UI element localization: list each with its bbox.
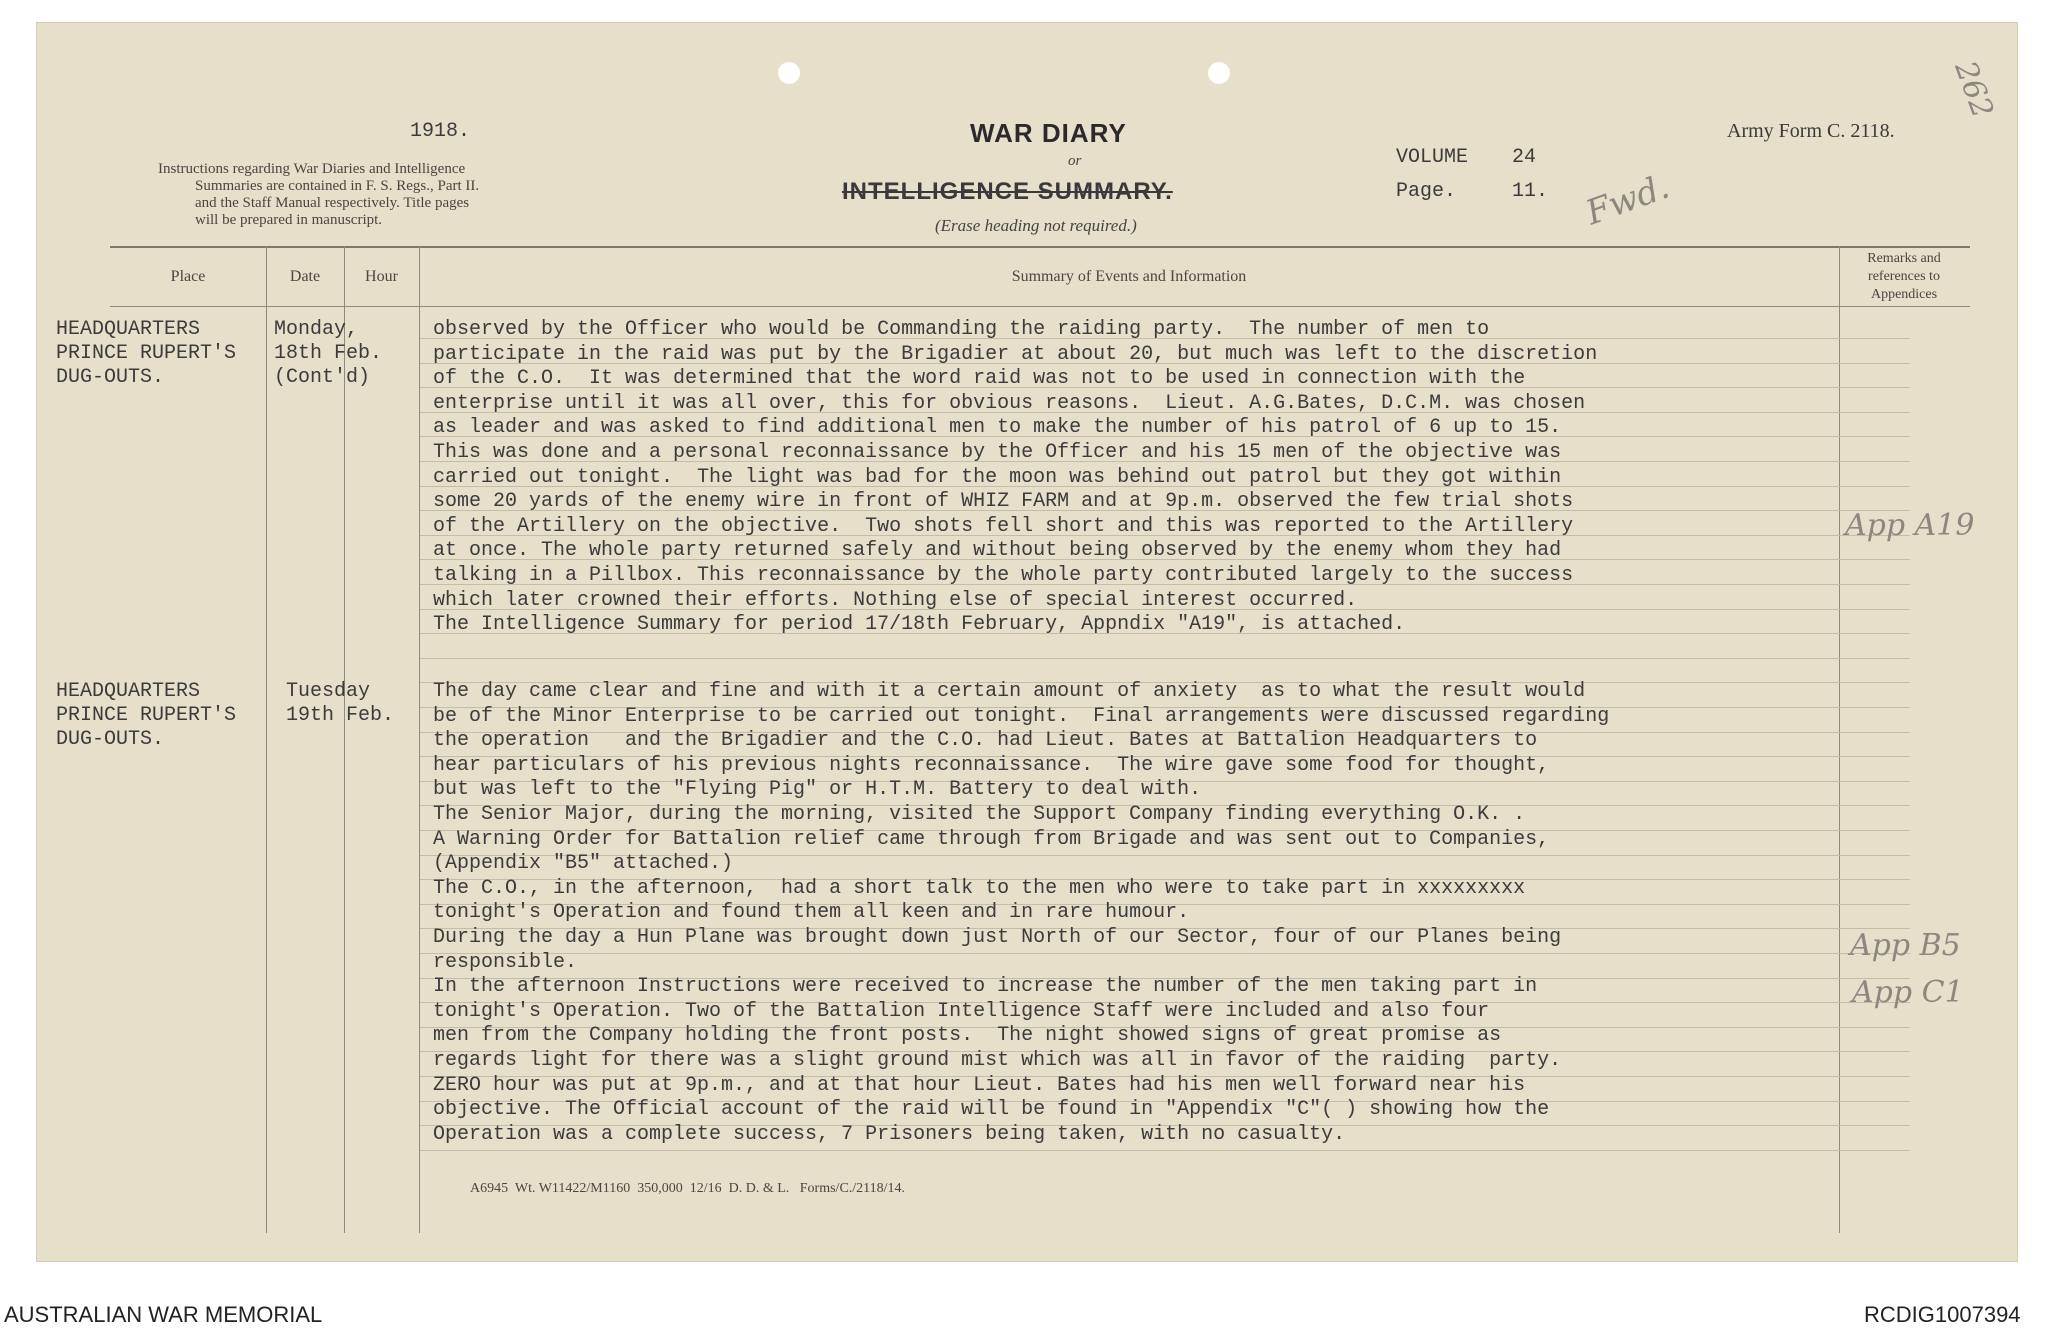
entry-line: the operation and the Brigadier and the C.O. had Lieut. Bates at Battalion Headquarters to <box>433 729 1538 753</box>
ruled-line <box>420 953 1910 954</box>
entry-line: During the day a Hun Plane was brought down just North of our Sector, four of our Planes being <box>433 926 1562 949</box>
entry-line: men from the Company holding the front posts. The night showed signs of great promise as <box>433 1024 1502 1048</box>
column-header-divider <box>110 306 1970 307</box>
volume-label: VOLUME <box>1396 146 1469 169</box>
column-divider <box>344 246 345 1233</box>
title-or: or <box>1068 153 1082 169</box>
entry-line: ZERO hour was put at 9p.m., and at that hour Lieut. Bates had his men well forward near his <box>433 1073 1526 1097</box>
entry-line: hear particulars of his previous nights reconnaissance. The wire gave some food for thought, <box>433 753 1550 777</box>
entry-line: This was done and a personal reconnaissance by the Officer and his 15 men of the objective was <box>433 441 1562 464</box>
remark-note: App A19 <box>1845 508 1975 543</box>
column-divider <box>419 246 420 1233</box>
column-header-hour: Hour <box>365 268 398 285</box>
instructions-line: will be prepared in manuscript. <box>195 212 383 228</box>
entry-line: participate in the raid was put by the Brigadier at about 20, but much was left to the discretion <box>433 342 1598 366</box>
entry-line: In the afternoon Instructions were received to increase the number of the men taking part in <box>433 975 1538 999</box>
entry-line: responsible. <box>433 950 578 974</box>
column-header-summary: Summary of Events and Information <box>1011 268 1247 285</box>
army-form: Army Form C. 2118. <box>1727 120 1895 142</box>
page-title: WAR DIARY <box>970 118 1127 148</box>
entry-line: at once. The whole party returned safely and without being observed by the enemy whom they had <box>433 539 1562 563</box>
entry-line: tonight's Operation and found them all keen and in rare humour. <box>433 901 1190 925</box>
entry-line: enterprise until it was all over, this for obvious reasons. Lieut. A.G.Bates, D.C.M. was chosen <box>433 391 1586 415</box>
entry-line: as leader and was asked to find additional men to make the number of his patrol of 6 up to 15. <box>433 416 1562 440</box>
entry-date: Monday, 18th Feb. (Cont'd) <box>274 318 383 389</box>
footer-right: RCDIG1007394 <box>1864 1302 2021 1327</box>
column-header-date: Date <box>289 268 321 285</box>
entry-line: objective. The Official account of the raid will be found in "Appendix "C"( ) showing how the <box>433 1098 1550 1122</box>
entry-date: Tuesday 19th Feb. <box>286 680 395 727</box>
ruled-line <box>420 1150 1910 1151</box>
page-value: 11. <box>1512 180 1549 203</box>
entry-line: A Warning Order for Battalion relief came through from Brigade and was sent out to Companies, <box>433 827 1550 851</box>
punch-hole <box>1208 62 1230 84</box>
instructions-line: Instructions regarding War Diaries and Intelligence <box>158 161 466 177</box>
entry-line: regards light for there was a slight ground mist which was all in favor of the raiding party. <box>433 1049 1562 1072</box>
entry-place: HEADQUARTERS PRINCE RUPERT'S DUG-OUTS. <box>56 318 237 389</box>
entry-line: The C.O., in the afternoon, had a short talk to the men who were to take part in xxxxxxxxx <box>433 876 1526 900</box>
year: 1918. <box>410 120 471 143</box>
entry-line: carried out tonight. The light was bad for the moon was behind out patrol but they got within <box>433 465 1562 489</box>
ruled-line <box>420 658 1910 659</box>
page-label: Page. <box>1396 180 1457 203</box>
column-divider <box>1839 246 1840 1233</box>
entry-line: of the C.O. It was determined that the word raid was not to be used in connection with the <box>433 367 1526 391</box>
remark-note: App C1 <box>1852 975 1964 1010</box>
punch-hole <box>778 62 800 84</box>
entry-line: which later crowned their efforts. Nothing else of special interest occurred. <box>433 588 1358 612</box>
column-header-place: Place <box>170 268 206 285</box>
column-divider <box>266 246 267 1233</box>
intelligence-summary-heading: INTELLIGENCE SUMMARY. <box>842 178 1173 205</box>
erase-note: (Erase heading not required.) <box>935 216 1137 235</box>
instructions-line: Summaries are contained in F. S. Regs., Part II. <box>195 178 480 194</box>
pencil-page-number: 262 <box>1947 56 2000 123</box>
volume-value: 24 <box>1512 146 1537 169</box>
entry-line: observed by the Officer who would be Commanding the raiding party. The number of men to <box>433 318 1490 341</box>
table-top-border <box>110 246 1970 248</box>
entry-line: be of the Minor Enterprise to be carried out tonight. Final arrangements were discussed regarding <box>433 704 1610 728</box>
print-code: A6945 Wt. W11422/M1160 350,000 12/16 D. D. & L. Forms/C./2118/14. <box>470 1181 906 1196</box>
pencil-forward-note: Fwd. <box>1580 166 1675 234</box>
entry-line: The day came clear and fine and with it a certain amount of anxiety as to what the result would <box>433 680 1586 703</box>
footer-left: AUSTRALIAN WAR MEMORIAL <box>4 1302 323 1327</box>
entry-line: some 20 yards of the enemy wire in front of WHIZ FARM and at 9p.m. observed the few trial shots <box>433 490 1574 514</box>
column-header-remarks: Remarks and references to Appendices <box>1867 251 1941 302</box>
entry-line: (Appendix "B5" attached.) <box>433 852 734 876</box>
entry-line: tonight's Operation. Two of the Battalion Intelligence Staff were included and also four <box>433 999 1490 1023</box>
entry-line: talking in a Pillbox. This reconnaissance by the whole party contributed largely to the success <box>433 564 1574 587</box>
entry-line: Operation was a complete success, 7 Prisoners being taken, with no casualty. <box>433 1122 1346 1146</box>
entry-line: The Intelligence Summary for period 17/18th February, Appndix "A19", is attached. <box>433 613 1406 637</box>
entry-line: of the Artillery on the objective. Two shots fell short and this was reported to the Artillery <box>433 514 1574 538</box>
entry-line: The Senior Major, during the morning, visited the Support Company finding everything O.K. . <box>433 803 1526 826</box>
remark-note: App B5 <box>1850 928 1961 963</box>
entry-place: HEADQUARTERS PRINCE RUPERT'S DUG-OUTS. <box>56 680 237 751</box>
entry-line: but was left to the "Flying Pig" or H.T.M. Battery to deal with. <box>433 778 1202 802</box>
instructions-line: and the Staff Manual respectively. Title pages <box>195 195 470 211</box>
